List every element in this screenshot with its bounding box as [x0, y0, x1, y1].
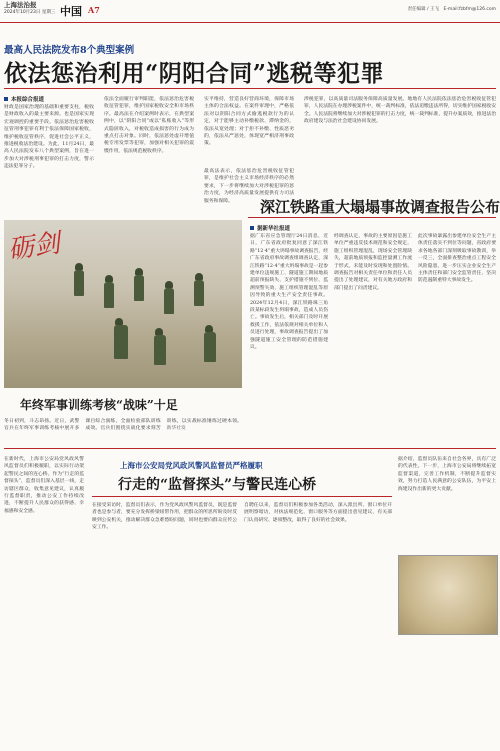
soldier-figure	[164, 288, 174, 314]
byline-square-icon	[4, 97, 8, 101]
article2-headline: 深江铁路重大塌塌事故调查报告公布	[260, 198, 500, 216]
soldier-figure	[74, 270, 84, 296]
soldier-figure	[114, 325, 128, 359]
photo-caption-title: 年终军事训练考核“战味”十足	[20, 398, 178, 412]
headline-rule	[4, 88, 496, 89]
article3-col1: 在新时代，上海市公安局党风政风警风监督员们积极履职，以实际行动架起警民之间的连心桥。作为“行走的监督探头”，监督员们深入基层一线，走访辖区群众，收集意见建议，认真履行监督职责，推动公安工作持续改进，不断提升人民群众的获得感、幸福感和安全感。	[4, 457, 84, 514]
soldier-figure	[134, 275, 144, 301]
masthead	[4, 2, 55, 16]
article2-col2: 经调查认定，事故的主要原因是施工单位严重违反技术规范和安全规定，施工组织管理混乱，现场安全管理缺失，超前地质预报和监控量测工作流于形式，未能及时发现和处置险情。调查报告对相关责任单位和责任人员提出了处理建议，对有关地方政府和部门提出了问责建议。	[334, 234, 412, 291]
article2-col3: 此次事故暴露出参建单位安全生产主体责任落实不到位等问题，省政府要求各地各部门深刻吸取事故教训，举一反三，全面排查整治重点工程安全风险隐患，进一步压实企业安全生产主体责任和部门安全监管责任，坚决防范遏制重特大事故发生。	[418, 234, 496, 284]
byline-square-icon	[250, 226, 254, 230]
soldier-figure	[194, 280, 204, 306]
article1-col4: 最高法表示，依法惩治危害税收征管犯罪，是维护社会主义市场经济秩序的必然要求，下一步将继续加大对涉税犯罪的惩治力度，为经济高质量发展提供有力司法服务和保障。	[204, 169, 294, 204]
calligraphy-title: 砺剑	[6, 228, 62, 266]
article1-col2: 依法全面履行审判职能，依法惩治危害税收征管犯罪，维护国家税收安全和市场秩序。最高法在介绍案例时表示，在典型案例中，以“阴阳合同”或以“私账收入”等形式隐匿收入，对税收造成损害的行为成为重点打击对象。同时，依法惩处虚开增值税专用发票等犯罪，加强对相关犯罪的震慑作用，依法规范税收秩序。	[104, 97, 194, 154]
article2-byline	[250, 224, 290, 232]
article3-headline: 行走的“监督探头”与警民连心桥	[118, 477, 317, 493]
editor-line: 责任编辑 / 王飞 E-mail:fzbfm@126.com	[407, 7, 496, 12]
article2-rule	[248, 217, 496, 218]
issue-date: 2024年10月23日 星期三	[4, 10, 56, 15]
article2-col1: 据广东省应急管理厅24日消息，近日，广东省政府批复同意了深江铁路“12·4”重大坍塌事故调查报告，经广东省政府事故调查组调查认定，深江铁路“12·4”重大坍塌事故是一起参建单位违规施工、隧道施工期间地质超前预报缺失、支护措施不到位、监测预警失效、施工组织管理混乱等原因导致的重大生产安全责任事故。2024年12月4日，深江铁路珠三角段某标段发生坍塌事故，造成人员伤亡。事故发生后，相关部门及时开展救援工作，依法依规对相关单位和人员进行处理，事故调查报告提出了加强隧道施工安全管理的防范措施建议。	[250, 234, 328, 351]
bottom-rule	[4, 448, 496, 449]
article1-byline	[4, 95, 44, 103]
soldier-figure	[154, 335, 166, 365]
article3-rule	[92, 496, 392, 497]
page-number: A7	[88, 5, 100, 15]
caption-body: 冬日初到，斗志昂扬。近日，武警官兵在年终军事训练考核中展开多课目综合演练，全面检验部队训练成效。官兵们围绕实战化要求刻苦训练，以实战标准锤炼过硬本领。	[4, 419, 242, 432]
soldier-figure	[204, 332, 216, 362]
article3-col3: 自聘任以来，监督员们积极参加各类活动，深入派出所、窗口单位开展明察暗访，对执法规范化、窗口服务等方面提出意见建议，有关部门认真研究、逐项整改，取得了良好的社会效果。	[244, 503, 392, 523]
article3-col2: 在接受采访时，监督员们表示，作为党风政风警风监督员，既是监督者也是参与者，要充分发挥桥梁纽带作用，把群众的所思所盼及时反映到公安机关，推动解决群众急难愁盼问题，同时也要向群众宣传公安工作。	[92, 503, 237, 531]
article1-col5: 涉税犯罪，以高质量司法服务保障高质量发展。地地有人民法院依法惩治危害税收征管犯罪，人民法院在办理涉税案件中，统一裁判标准，依法追缴违法所得，切实维护国家税收安全。人民法院将继续加大对涉税犯罪的打击力度，统一裁判标准，提升办案质效，推进法治政府建设与法治社会建设协同发展。	[304, 97, 496, 125]
soldier-figure	[104, 282, 114, 308]
article3-col4: 据介绍，监督员队伍来自社会各界，具有广泛的代表性。下一步，上海市公安局将继续拓宽监督渠道，完善工作机制，不断提升监督实效，努力打造人民满意的公安队伍，为平安上海建设作出新的更大贡献。	[398, 457, 496, 492]
article3-kicker: 上海市公安局党风政风警风监督员严格履职	[120, 461, 263, 470]
supervisor-photo	[398, 555, 498, 635]
photo-credit: 新华社发	[166, 426, 186, 432]
article1-headline: 依法惩治利用“阴阳合同”逃税等犯罪	[4, 60, 384, 87]
byline-text: 据新华社报道	[257, 226, 291, 232]
article1-col1: 财政是国家治理的基础和重要支柱，税收是财政收入的最主要来源。也是国家实现宏观调控的重要手段。依法惩治危害税收征管刑事犯罪有利于依法保障国家税收，维护税收征管秩序，促进社会公平正义，推进税收法治建设。为此，11月24日，最高人民法院发布八个典型案例，旨在进一步加大对涉税刑事犯罪的打击力度，警示违法犯罪分子。	[4, 105, 94, 170]
paper-name: 上海法治报	[4, 1, 37, 9]
byline-text: 本报综合报道	[11, 97, 45, 103]
photo-caption-text	[4, 418, 242, 446]
article1-kicker: 最高人民法院发布8个典型案例	[4, 45, 135, 56]
section-title: 中国	[60, 5, 82, 18]
article1-col3: 实平维持，营造良好营商环境，保障市场主体的合法权益。在案件审理中，严格依法对以阴阳合同方式偷逃税款行为的认定，对于能够主动补缴税款、滞纳金的，依法从宽处理；对于拒不补缴、性质恶劣的，依法从严惩处，体现宽严相济刑事政策。	[204, 97, 294, 147]
